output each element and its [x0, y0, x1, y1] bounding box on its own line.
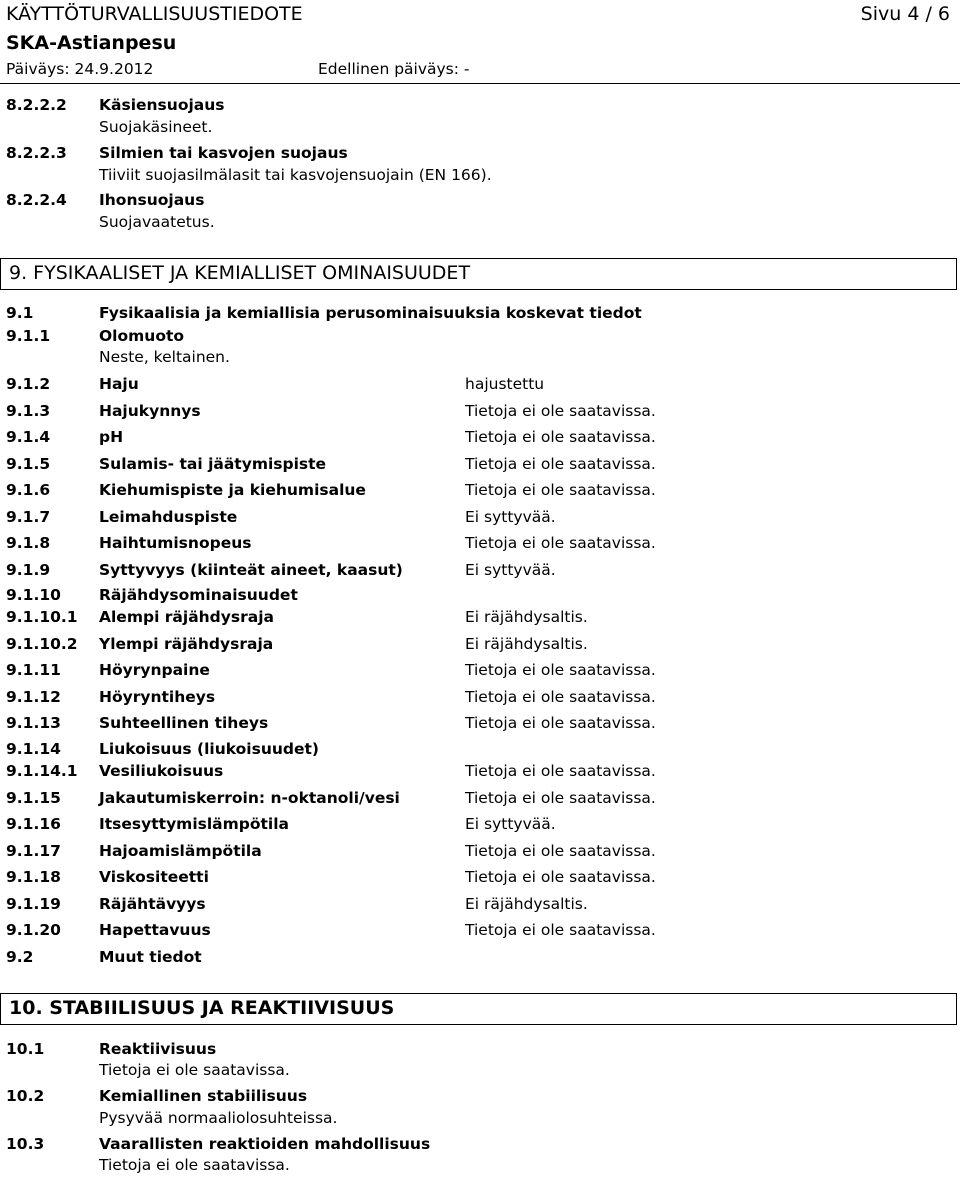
property-value: Tietoja ei ole saatavissa. [465, 428, 656, 446]
property-number: 9.1.19 [6, 895, 61, 913]
section-9-title: 9. FYSIKAALISET JA KEMIALLISET OMINAISUUDET [9, 262, 471, 284]
item-text: Neste, keltainen. [99, 348, 230, 366]
property-label: Itsesyttymislämpötila [99, 815, 290, 833]
property-value: Tietoja ei ole saatavissa. [465, 714, 656, 732]
property-value: Tietoja ei ole saatavissa. [465, 455, 656, 473]
property-label: Räjähtävyys [99, 895, 206, 913]
property-label: Haju [99, 375, 139, 393]
property-label: Vesiliukoisuus [99, 762, 224, 780]
property-label: Viskositeetti [99, 868, 209, 886]
property-value: Tietoja ei ole saatavissa. [465, 534, 656, 552]
section-10-header [0, 993, 957, 1025]
item-label: Kemiallinen stabiilisuus [99, 1087, 308, 1105]
property-number: 9.1.9 [6, 561, 51, 579]
property-label: Suhteellinen tiheys [99, 714, 269, 732]
property-label: Alempi räjähdysraja [99, 608, 274, 626]
document-title: KÄYTTÖTURVALLISUUSTIEDOTE [6, 3, 303, 25]
property-number: 9.1.2 [6, 375, 51, 393]
item-number: 9.1.14 [6, 740, 61, 758]
property-label: Sulamis- tai jäätymispiste [99, 455, 327, 473]
property-value: Tietoja ei ole saatavissa. [465, 868, 656, 886]
item-label: Silmien tai kasvojen suojaus [99, 144, 348, 162]
property-number: 9.1.12 [6, 688, 61, 706]
property-value: Tietoja ei ole saatavissa. [465, 842, 656, 860]
property-label: Hajoamislämpötila [99, 842, 262, 860]
property-value: Ei räjähdysaltis. [465, 895, 588, 913]
property-number: 9.1.4 [6, 428, 51, 446]
property-value: Ei syttyvää. [465, 561, 556, 579]
item-number: 10.2 [6, 1087, 45, 1105]
property-number: 9.1.10.2 [6, 635, 78, 653]
item-number: 9.1.10 [6, 586, 61, 604]
property-number: 9.1.20 [6, 921, 61, 939]
property-number: 9.1.6 [6, 481, 51, 499]
item-text: Tietoja ei ole saatavissa. [99, 1156, 290, 1174]
property-value: Tietoja ei ole saatavissa. [465, 402, 656, 420]
item-number: 10.3 [6, 1135, 45, 1153]
item-text: Pysyvää normaaliolosuhteissa. [99, 1109, 338, 1127]
item-number: 9.2 [6, 948, 34, 966]
property-label: Kiehumispiste ja kiehumisalue [99, 481, 366, 499]
property-number: 9.1.5 [6, 455, 51, 473]
property-label: Syttyvyys (kiinteät aineet, kaasut) [99, 561, 403, 579]
property-number: 9.1.8 [6, 534, 51, 552]
property-value: Tietoja ei ole saatavissa. [465, 789, 656, 807]
property-number: 9.1.13 [6, 714, 61, 732]
item-label: Reaktiivisuus [99, 1040, 217, 1058]
item-number: 8.2.2.4 [6, 191, 67, 209]
property-number: 9.1.15 [6, 789, 61, 807]
item-label: Vaarallisten reaktioiden mahdollisuus [99, 1135, 431, 1153]
item-label: Olomuoto [99, 327, 185, 345]
item-number: 10.1 [6, 1040, 45, 1058]
property-label: pH [99, 428, 124, 446]
property-number: 9.1.16 [6, 815, 61, 833]
item-text: Tietoja ei ole saatavissa. [99, 1061, 290, 1079]
property-label: Hajukynnys [99, 402, 201, 420]
item-text: Suojavaatetus. [99, 213, 215, 231]
item-number: 8.2.2.3 [6, 144, 67, 162]
item-text: Tiiviit suojasilmälasit tai kasvojensuojain (EN 166). [99, 166, 492, 184]
property-number: 9.1.14.1 [6, 762, 78, 780]
property-value: Tietoja ei ole saatavissa. [465, 481, 656, 499]
item-label: Muut tiedot [99, 948, 202, 966]
property-value: Ei räjähdysaltis. [465, 608, 588, 626]
item-text: Suojakäsineet. [99, 118, 213, 136]
item-label: Ihonsuojaus [99, 191, 205, 209]
property-label: Höyryntiheys [99, 688, 216, 706]
property-value: Ei räjähdysaltis. [465, 635, 588, 653]
property-label: Jakautumiskerroin: n-oktanoli/vesi [99, 789, 400, 807]
property-number: 9.1.3 [6, 402, 51, 420]
property-label: Ylempi räjähdysraja [99, 635, 274, 653]
item-number: 9.1.1 [6, 327, 51, 345]
property-value: Tietoja ei ole saatavissa. [465, 921, 656, 939]
property-value: hajustettu [465, 375, 545, 393]
property-value: Ei syttyvää. [465, 815, 556, 833]
item-number: 9.1 [6, 304, 34, 322]
property-value: Tietoja ei ole saatavissa. [465, 688, 656, 706]
item-number: 8.2.2.2 [6, 96, 67, 114]
previous-date: Edellinen päiväys: - [318, 60, 470, 78]
property-value: Tietoja ei ole saatavissa. [465, 661, 656, 679]
property-value: Ei syttyvää. [465, 508, 556, 526]
property-number: 9.1.17 [6, 842, 61, 860]
property-number: 9.1.7 [6, 508, 51, 526]
property-label: Leimahduspiste [99, 508, 238, 526]
property-label: Haihtumisnopeus [99, 534, 252, 552]
section-10-title: 10. STABIILISUUS JA REAKTIIVISUUS [9, 997, 395, 1019]
property-number: 9.1.10.1 [6, 608, 78, 626]
property-number: 9.1.18 [6, 868, 61, 886]
property-label: Hapettavuus [99, 921, 211, 939]
property-number: 9.1.11 [6, 661, 61, 679]
item-label: Fysikaalisia ja kemiallisia perusominaisuuksia koskevat tiedot [99, 304, 642, 322]
item-label: Liukoisuus (liukoisuudet) [99, 740, 319, 758]
property-label: Höyrynpaine [99, 661, 210, 679]
page-number: Sivu 4 / 6 [860, 3, 950, 25]
item-label: Räjähdysominaisuudet [99, 586, 298, 604]
section-9-header [0, 258, 957, 290]
property-value: Tietoja ei ole saatavissa. [465, 762, 656, 780]
header-divider [0, 83, 960, 84]
item-label: Käsiensuojaus [99, 96, 225, 114]
product-name: SKA-Astianpesu [6, 32, 177, 54]
revision-date: Päiväys: 24.9.2012 [6, 60, 154, 78]
